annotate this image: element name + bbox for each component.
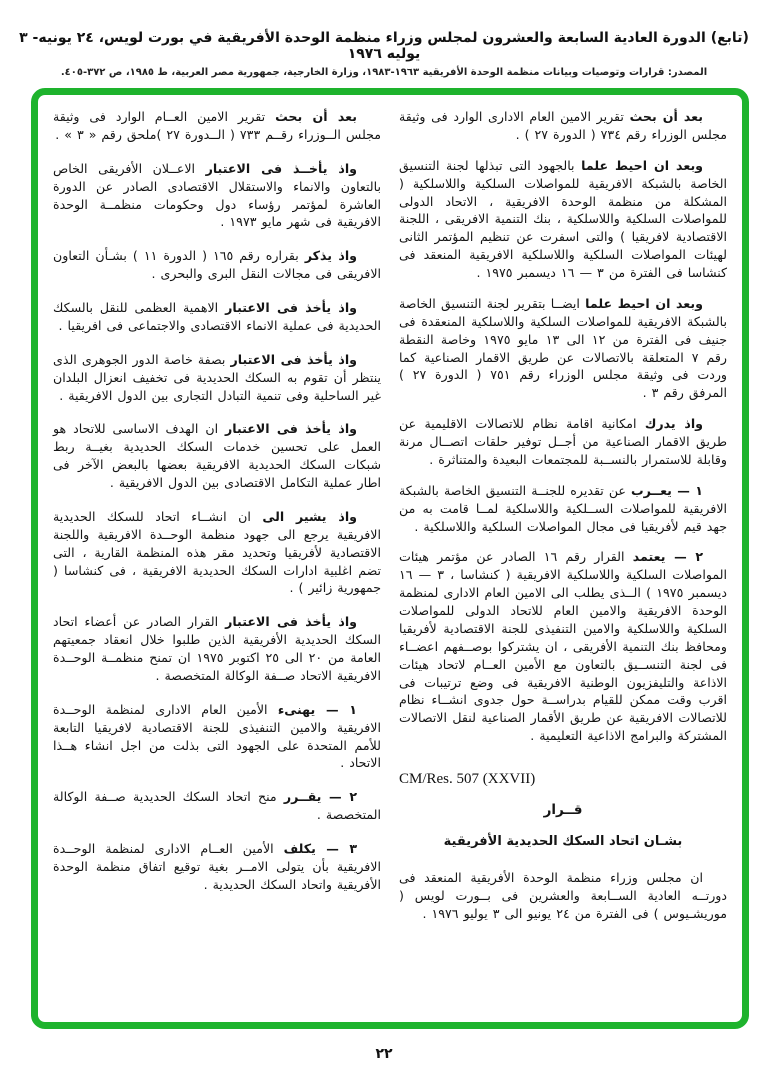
paragraph-lead: وبعد ان احيط علما (585, 295, 703, 311)
paragraph-lead: بعد أن بحث (275, 109, 357, 124)
resolution-reference: CM/Res. 507 (XXVII) (399, 771, 536, 787)
paragraph (399, 295, 727, 402)
paragraph-text: ايضــا بتقرير لجنة التنسيق الخاصة بالشبكة الافريقية للمواصلات السلكية واللاسلكية المنعقدة فى جنيف فى الفترة من ١٢ الى ١٣ مايو ١٩٧٥ وخاصة النقطة رقم ٧ المتعلقة بالاتصالات عن طريق الاقمار الصناعية كما وردت فى وثيقة مجلس الوزراء رقم ٧٥١ ( الدورة ٢٧ ) المرفق رقم ٣ . (399, 295, 728, 401)
paragraph (53, 299, 381, 335)
paragraph (53, 420, 381, 492)
paragraph-lead: واذ يأخذ فى الاعتبار (225, 614, 357, 630)
paragraph-text: القرار الصادر عن أعضاء اتحاد السكك الحديدية الأفريقية الذين طلبوا خلال انعقاد جمعيتهم العامة من ٢٠ الى ٢٥ اكتوبر ١٩٧٥ ان تمنح منظمــة الوحــدة الافريقية الاتحاد صــفة الوكالة المتخصصة . (53, 614, 381, 683)
paragraph (399, 108, 727, 144)
paragraph (399, 415, 727, 469)
paragraph-lead: واذ يأخذ فى الاعتبار (230, 351, 357, 367)
document-header (0, 30, 768, 78)
page-number: ٢٢ (375, 1046, 393, 1062)
green-border-frame (31, 88, 749, 1029)
paragraph-lead: واذ يأخــذ فى الاعتبار (205, 160, 357, 176)
paragraph-text: الاهمية العظمى للنقل بالسكك الحديدية فى عملية الانماء الاقتصادى والاجتماعى فى افريقيا . (53, 300, 381, 333)
paragraph-lead: بعد أن بحث (629, 109, 703, 124)
paragraph-lead: واذ يذكر (304, 248, 357, 264)
resolution-title: قــرار (543, 802, 583, 818)
paragraph (53, 508, 381, 597)
paragraph-lead: ٣ — يكلف (283, 841, 357, 856)
paragraph-lead: واذ يأخذ فى الاعتبار (225, 300, 357, 315)
paragraph-lead: ١ — يهنىء (277, 701, 357, 717)
paragraph-text: الاعــلان الأفريقى الخاص بالتعاون والانماء والاستقلال الاقتصادى الصادر عن الدورة العاشرة لمؤتمر رؤساء دول وحكومات منظمــة الوحدة الافريقية فى شهر مايو ١٩٧٣ . (53, 160, 381, 230)
operative-item (53, 840, 381, 894)
operative-item (53, 701, 381, 773)
paragraph-text: امكانية اقامة نظام للاتصالات الاقليمية عن طريق الاقمار الصناعية من أجــل توفير حلقات اتصــال مرنة وقابلة للاستمرار بالنســبة للمجتمعات البعيدة والمتناثرة . (399, 416, 727, 467)
paragraph-text: الأمين العــام الادارى لمنظمة الوحــدة الافريقية بأن يتولى الامــر بغية توقيع اتفاق منظمة الوحدة الأفريقية واتحاد السكك الحديدية . (53, 841, 381, 892)
paragraph-text: عن تقديره للجنــة التنسيق الخاصة بالشبكة الافريقية للمواصلات الســلكية واللاسلكية لمــا قامت به من جهد قيم لأفريقيا فى مجال المواصلات السلكية واللاسلكية . (399, 482, 727, 534)
resolution-opening: ان مجلس وزراء منظمة الوحدة الأفريقية المنعقد فى دورتــه العادية الســابعة والعشرين فى بــورت لويس ( موريشـيوس ) فى الفترة من ٢٤ يونيو الى ٣ يوليو ١٩٧٦ . (399, 870, 727, 921)
paragraph (53, 247, 381, 283)
paragraph (53, 160, 381, 232)
paragraph-text: بالجهود التى تبذلها لجنة التنسيق الخاصة بالشبكة الافريقية للمواصلات السلكية واللاسلكية ( المشكلة من منظمة الوحدة الافريقية ، الاتحاد الدولى للمواصلات السلكية واللاسلكية ، بنك التنمية الافريقى ، اللجنة الاقتصادية لافريقيا ) والتى اسفرت عن تنظيم المؤتمر الثانى لهيئات المواصلات السلكية واللاسلكية الافريقية المنعقد فى كنشاسا فى الفترة من ٣ — ١٦ ديسمبر ١٩٧٥ . (399, 157, 727, 280)
paragraph-lead: واذ يشير الى (262, 508, 357, 524)
two-column-layout (38, 95, 742, 1022)
paragraph-text: تقرير الامين العام الادارى الوارد فى وثيقة مجلس الوزراء رقم ٧٣٤ ( الدورة ٢٧ ) . (399, 109, 727, 142)
resolution-subject: بشـان اتحاد السكك الحديدية الأفريقية (443, 834, 683, 849)
right-column (399, 108, 727, 1012)
paragraph-lead: واذ يأخذ فى الاعتبار (225, 421, 357, 437)
paragraph-text: بصفة خاصة الدور الجوهرى الذى ينتظر أن تقوم به السكك الحديدية فى تخفيف انعزال البلدان غير الساحلية وفى تنمية التبادل التجارى بين الدول الافريقية . (53, 351, 381, 403)
operative-item (399, 548, 727, 745)
paragraph (399, 157, 727, 282)
paragraph-lead: ٢ — يعتمد (632, 549, 703, 565)
source-citation: المصدر: قرارات وتوصيات وبيانات منظمة الوحدة الأفريقية ١٩٦٣-١٩٨٣، وزارة الخارجية، جمهورية مصر العربية، ط ١٩٨٥، ص ٣٧٢-٤٠٥. (60, 67, 708, 78)
paragraph-text: الأمين العام الادارى لمنظمة الوحــدة الافريقية والامين التنفيذى للجنة الاقتصادية لافريقيا التابعة للأمم المتحدة على الجهود التى بذلت من اجل انشاء هــذا الاتحاد . (53, 701, 381, 771)
paragraph-text: منح اتحاد السكك الحديدية صــفة الوكالة المتخصصة . (53, 789, 381, 823)
paragraph (53, 613, 381, 685)
left-column (53, 108, 381, 1012)
paragraph-lead: ١ — يعــرب (630, 482, 703, 498)
paragraph-text: ان انشــاء اتحاد للسكك الحديدية الافريقية يرجع الى جهود منظمة الوحــدة الافريقية واللجنة الاقتصادية لأفريقيا وتحديد مقر هذه المنظمة القارية ، التى تضم اغلبية ادارات السكك الحديدية الافريقية ، فى كنشاسا ( جمهورية زائير ) . (53, 508, 381, 596)
operative-item (399, 482, 727, 536)
paragraph (53, 351, 381, 405)
paragraph-text: ان الهدف الاساسى للاتحاد هو العمل على تحسين خدمات السكك الحديدية بغيــة ربط شبكات السكك الحديدية الافريقية بعضها بالبعض الآخر فى اطار عملية التكامل الاقتصادى بين الدول الافريقية . (53, 421, 381, 490)
paragraph-text: تقرير الامين العــام الوارد فى وثيقة مجلس الــوزراء رقــم ٧٣٣ ( الــدورة ٢٧ )ملحق رقم « ٣ » . (53, 109, 381, 142)
operative-item (53, 788, 381, 824)
session-title: (تابع) الدورة العادية السابعة والعشرون لمجلس وزراء منظمة الوحدة الأفريقية في بورت لويس، ٢٤ يونيه- ٣ يوليه ١٩٧٦ (19, 30, 749, 62)
paragraph-text: القرار رقم ١٦ الصادر عن مؤتمر هيئات المواصلات السلكية واللاسلكية الافريقية ( كنشاسا ، ٣ — ١٦ ديسمبر ١٩٧٥ ) الــذى يطلب الى الامين العام الادارى لمنظمة الوحدة الافريقية والامين العام للاتحاد الدولى للمواصلات السلكية واللاسلكية والامين التنفيذى للجنة الاقتصادية لأفريقيا ومحافظ بنك التنمية الأفريقى ، ان يشتركوا بوصــفهم اعضــاء فى لجنة التنســيق بالتعاون مع الأمين العــام لاتحاد هيئات الاذاعة والتليفزيون الوطنية الافريقية فى وضع ترتيبات فى اقرب وقت ممكن للقيام بدراســة حول جدوى انشــاء نظام للاتصالات الافريقية عن طريق الأقمار الصناعية لنقل الاتصالات المشتركة والبرامج الاذاعية التعليمية . (399, 549, 727, 744)
paragraph-lead: وبعد ان احيط علما (581, 157, 703, 173)
paragraph-text: بقراره رقم ١٦٥ ( الدورة ١١ ) بشـأن التعاون الافريقى فى مجالات النقل البرى والبحرى . (53, 248, 381, 282)
paragraph-lead: واذ يدرك (644, 416, 703, 432)
paragraph (53, 108, 381, 144)
paragraph-lead: ٢ — يقــرر (283, 789, 357, 805)
